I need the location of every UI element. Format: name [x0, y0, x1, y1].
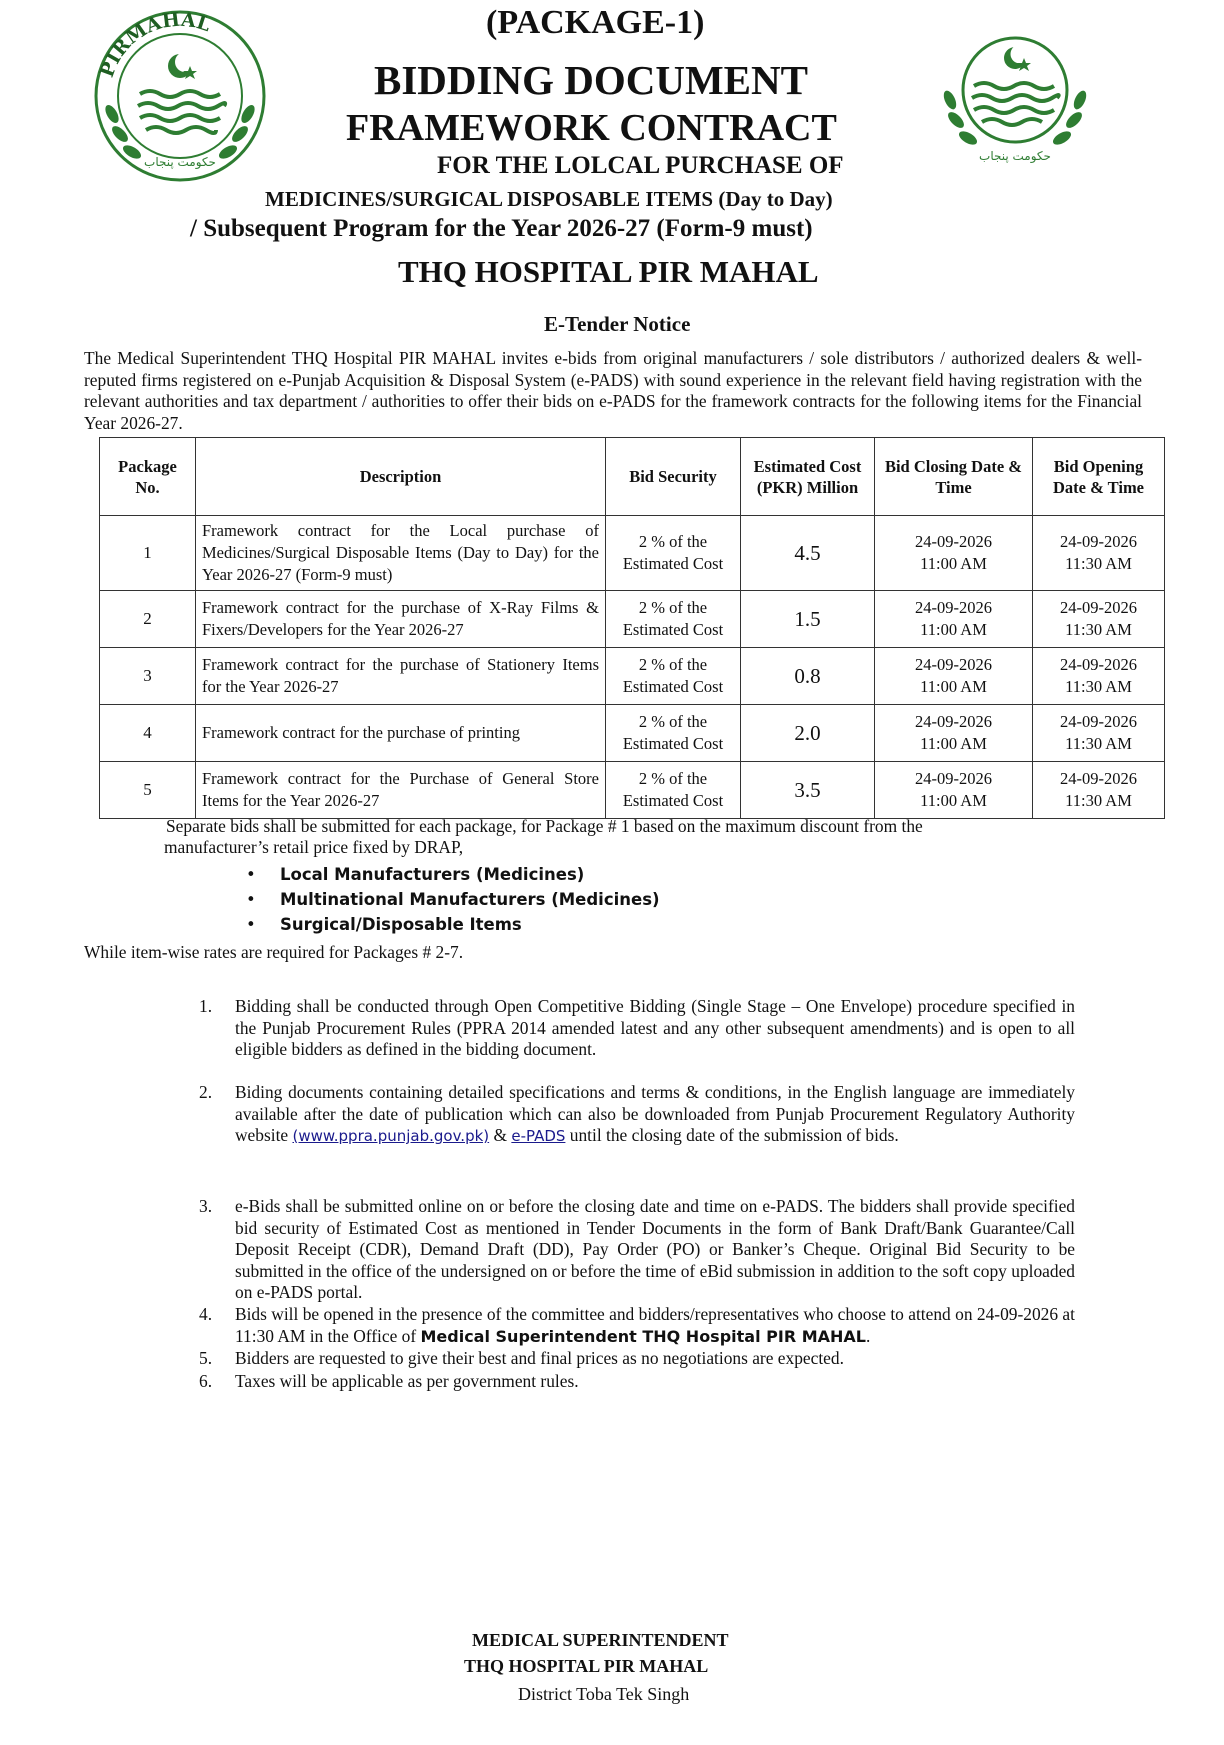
- package-no-cell: 5: [100, 762, 196, 819]
- epads-link[interactable]: e-PADS: [511, 1127, 566, 1145]
- item-wise-note: While item-wise rates are required for Packages # 2-7.: [84, 942, 464, 962]
- estimated-cost-cell: 1.5: [741, 591, 875, 648]
- header-package-no: Package No.: [100, 438, 196, 516]
- closing-cell: 24-09-2026 11:00 AM: [875, 648, 1033, 705]
- estimated-cost-cell: 2.0: [741, 705, 875, 762]
- estimated-cost-cell: 3.5: [741, 762, 875, 819]
- closing-cell: 24-09-2026 11:00 AM: [875, 516, 1033, 591]
- package-title: (PACKAGE-1): [486, 4, 705, 41]
- term-item: 1. Bidding shall be conducted through Open Competitive Bidding (Single Stage – One Envelope) procedure specified in the Punjab Procurement Rules (PPRA 2014 amended latest and any other subsequent amendments) and is open to all eligible bidders as defined in the bidding document.: [199, 996, 1075, 1059]
- category-list: [246, 862, 660, 937]
- header-bid-opening: Bid Opening Date & Time: [1033, 438, 1165, 516]
- purchase-heading: FOR THE LOLCAL PURCHASE OF: [437, 152, 844, 179]
- logo-bottom-text: حکومت پنجاب: [144, 155, 216, 169]
- term-item: 2. Biding documents containing detailed specifications and terms & conditions, in the English language are immediately available after the date of publication which can also be downloaded from Punjab Procurement Regulatory Authority website (www.ppra.punjab.gov.pk) & e-PADS until the closing date of the submission of bids.: [199, 1082, 1075, 1145]
- header-bid-security: Bid Security: [606, 438, 741, 516]
- hospital-heading: THQ HOSPITAL PIR MAHAL: [398, 254, 819, 289]
- bid-security-cell: 2 % of the Estimated Cost: [606, 648, 741, 705]
- table-row: [100, 762, 1165, 819]
- closing-cell: 24-09-2026 11:00 AM: [875, 705, 1033, 762]
- signatory-district: District Toba Tek Singh: [518, 1684, 690, 1704]
- description-cell: Framework contract for the Purchase of General Store Items for the Year 2026-27: [196, 762, 606, 819]
- ppra-website-link[interactable]: (www.ppra.punjab.gov.pk): [292, 1127, 490, 1145]
- separate-line-1: Separate bids shall be submitted for each package, for Package # 1 based on the maximum discount from the: [166, 816, 923, 836]
- separate-bids-note: [166, 816, 1091, 858]
- header-bid-closing: Bid Closing Date & Time: [875, 438, 1033, 516]
- list-item: • Surgical/Disposable Items: [246, 912, 660, 937]
- hospital-logo: [82, 4, 278, 182]
- signatory-title: MEDICAL SUPERINTENDENT: [472, 1630, 729, 1650]
- tender-table: [99, 437, 1165, 819]
- document-title: BIDDING DOCUMENT: [374, 57, 808, 103]
- program-heading: / Subsequent Program for the Year 2026-27 (Form-9 must): [190, 215, 813, 242]
- signatory-hospital: THQ HOSPITAL PIR MAHAL: [464, 1656, 709, 1676]
- description-cell: Framework contract for the purchase of printing: [196, 705, 606, 762]
- opening-cell: 24-09-2026 11:30 AM: [1033, 516, 1165, 591]
- estimated-cost-cell: 4.5: [741, 516, 875, 591]
- term-item: 3. e-Bids shall be submitted online on or before the closing date and time on e-PADS. The bidders shall provide specified bid security of Estimated Cost as mentioned in Tender Documents in the form of Bank Draft/Bank Guarantee/Call Deposit Receipt (CDR), Demand Draft (DD), Pay Order (PO) or Banker’s Cheque. Original Bid Security to be submitted in the office of the undersigned on or before the time of eBid submission in addition to the soft copy uploaded on e-PADS portal.: [199, 1196, 1075, 1302]
- bid-security-cell: 2 % of the Estimated Cost: [606, 705, 741, 762]
- punjab-government-logo: [932, 20, 1098, 178]
- package-no-cell: 3: [100, 648, 196, 705]
- package-no-cell: 1: [100, 516, 196, 591]
- description-cell: Framework contract for the Local purchase of Medicines/Surgical Disposable Items (Day to Day) for the Year 2026-27 (Form-9 must): [196, 516, 606, 591]
- term-item: 6. Taxes will be applicable as per government rules.: [199, 1371, 579, 1391]
- bid-security-cell: 2 % of the Estimated Cost: [606, 516, 741, 591]
- table-row: [100, 516, 1165, 591]
- opening-cell: 24-09-2026 11:30 AM: [1033, 762, 1165, 819]
- table-row: [100, 648, 1165, 705]
- header-description: Description: [196, 438, 606, 516]
- table-header-row: [100, 438, 1165, 516]
- intro-paragraph: The Medical Superintendent THQ Hospital PIR MAHAL invites e-bids from original manufacturers / sole distributors / authorized dealers & well-reputed firms registered on e-Punjab Acquisition & Disposal System (e-PADS) with sound experience in the relevant field having registration with the relevant authorities and tax department / authorities to offer their bids on e-PADS for the framework contracts for the following items for the Financial Year 2026-27.: [84, 348, 1142, 433]
- estimated-cost-cell: 0.8: [741, 648, 875, 705]
- package-no-cell: 2: [100, 591, 196, 648]
- table-row: [100, 705, 1165, 762]
- closing-cell: 24-09-2026 11:00 AM: [875, 762, 1033, 819]
- bid-security-cell: 2 % of the Estimated Cost: [606, 762, 741, 819]
- document-subtitle: FRAMEWORK CONTRACT: [346, 107, 837, 149]
- opening-cell: 24-09-2026 11:30 AM: [1033, 648, 1165, 705]
- logo-bottom-text: حکومت پنجاب: [979, 149, 1051, 163]
- term-item: 5. Bidders are requested to give their best and final prices as no negotiations are expected.: [199, 1348, 844, 1368]
- description-cell: Framework contract for the purchase of Stationery Items for the Year 2026-27: [196, 648, 606, 705]
- separate-line-2: manufacturer’s retail price fixed by DRAP,: [164, 837, 464, 857]
- term-item: 4. Bids will be opened in the presence of the committee and bidders/representatives who choose to attend on 24-09-2026 at 11:30 AM in the Office of Medical Superintendent THQ Hospital PIR MAHAL.: [199, 1304, 1075, 1346]
- list-item: • Local Manufacturers (Medicines): [246, 862, 660, 887]
- items-heading: MEDICINES/SURGICAL DISPOSABLE ITEMS (Day to Day): [265, 187, 833, 211]
- table-row: [100, 591, 1165, 648]
- bid-security-cell: 2 % of the Estimated Cost: [606, 591, 741, 648]
- description-cell: Framework contract for the purchase of X-Ray Films & Fixers/Developers for the Year 2026-27: [196, 591, 606, 648]
- package-no-cell: 4: [100, 705, 196, 762]
- notice-heading: E-Tender Notice: [544, 312, 691, 336]
- logo-ring-text: PIRMAHAL: [95, 8, 214, 81]
- opening-cell: 24-09-2026 11:30 AM: [1033, 591, 1165, 648]
- list-item: • Multinational Manufacturers (Medicines): [246, 887, 660, 912]
- opening-cell: 24-09-2026 11:30 AM: [1033, 705, 1165, 762]
- closing-cell: 24-09-2026 11:00 AM: [875, 591, 1033, 648]
- header-estimated-cost: Estimated Cost (PKR) Million: [741, 438, 875, 516]
